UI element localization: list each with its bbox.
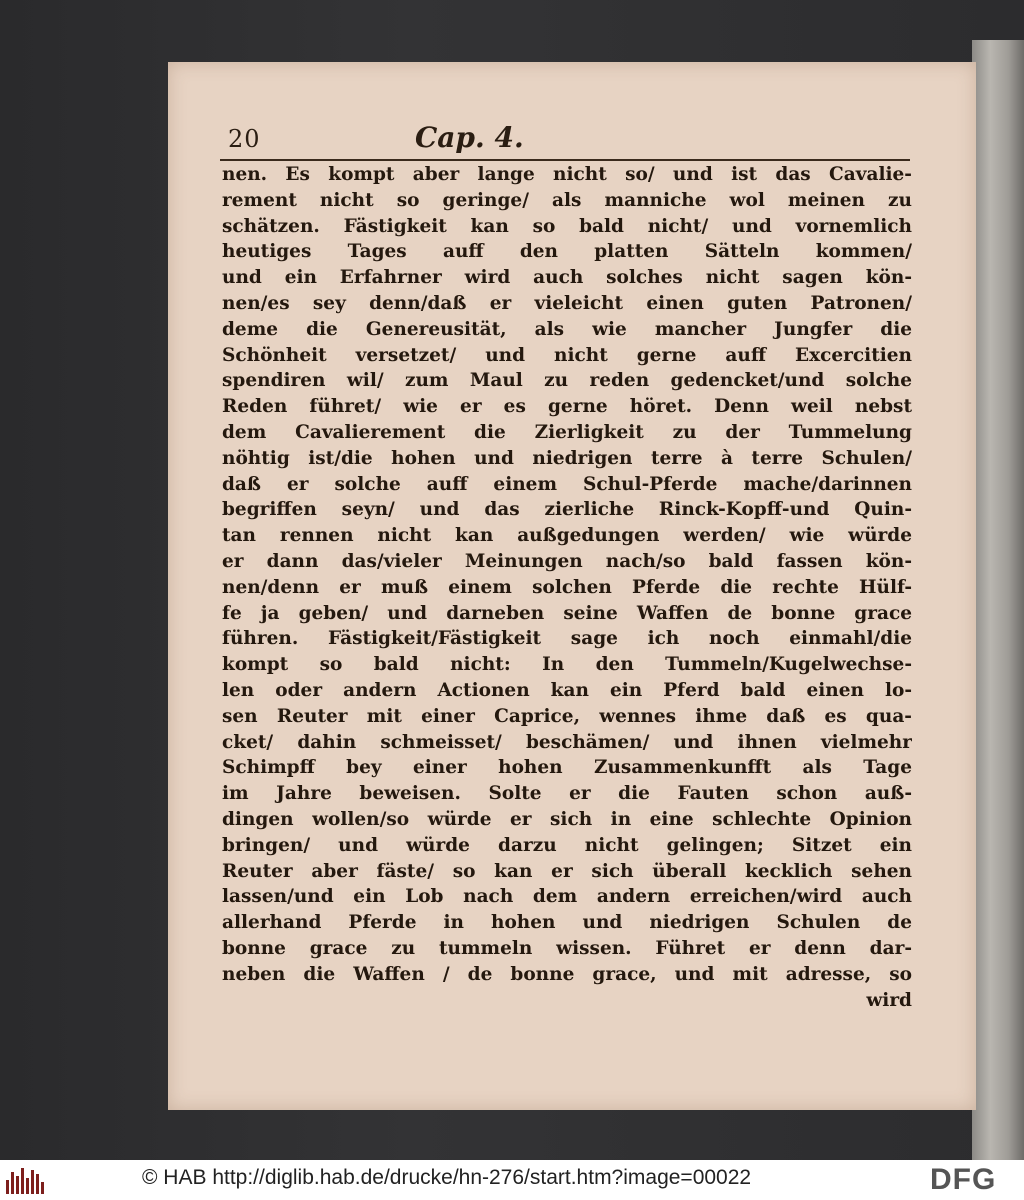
text-line: allerhand Pferde in hohen und niedrigen Schulen de: [222, 912, 912, 934]
text-line: nöhtig ist/die hohen und niedrigen terre à terre Schulen/: [222, 447, 912, 469]
header-rule: [220, 159, 910, 161]
text-line: bringen/ und würde darzu nicht gelingen; Sitzet ein: [222, 834, 912, 856]
text-line: dingen wollen/so würde er sich in eine schlechte Opinion: [222, 808, 912, 830]
text-line: daß er solche auff einem Schul-Pferde mache/darinnen: [222, 473, 912, 495]
text-line: Reden führet/ wie er es gerne höret. Denn weil nebst: [222, 396, 912, 418]
page-header: [220, 121, 910, 165]
text-line: Schönheit versetzet/ und nicht gerne auff Excercitien: [222, 344, 912, 366]
footer-bar: [0, 1160, 1024, 1200]
text-line: schätzen. Fästigkeit kan so bald nicht/ und vornemlich: [222, 215, 912, 237]
text-line: heutiges Tages auff den platten Sätteln kommen/: [222, 241, 912, 263]
text-line: dem Cavalierement die Zierligkeit zu der Tummelung: [222, 421, 912, 443]
text-line: sen Reuter mit einer Caprice, wennes ihme daß es qua-: [222, 705, 912, 727]
text-line: Reuter aber fäste/ so kan er sich überall kecklich sehen: [222, 860, 912, 882]
text-line: spendiren wil/ zum Maul zu reden gedencket/und solche: [222, 370, 912, 392]
page-text: [222, 162, 912, 1013]
text-line: fe ja geben/ und darneben seine Waffen de bonne grace: [222, 602, 912, 624]
text-line: begriffen seyn/ und das zierliche Rinck-Kopff-und Quin-: [222, 499, 912, 521]
text-line: tan rennen nicht kan außgedungen werden/ wie würde: [222, 525, 912, 547]
text-line: lassen/und ein Lob nach dem andern erreichen/wird auch: [222, 886, 912, 908]
text-line: wird: [866, 989, 912, 1011]
page-edge: [972, 40, 1024, 1160]
text-line: neben die Waffen / de bonne grace, und mit adresse, so: [222, 963, 912, 985]
copyright-link[interactable]: © HAB http://diglib.hab.de/drucke/hn-276/start.htm?image=00022: [142, 1166, 752, 1189]
text-line: nen/denn er muß einem solchen Pferde die rechte Hülf-: [222, 576, 912, 598]
text-line: und ein Erfahrner wird auch solches nicht sagen kön-: [222, 267, 912, 289]
text-line: Schimpff bey einer hohen Zusammenkunfft als Tage: [222, 757, 912, 779]
text-line: cket/ dahin schmeisset/ beschämen/ und ihnen vielmehr: [222, 731, 912, 753]
text-line: führen. Fästigkeit/Fästigkeit sage ich noch einmahl/die: [222, 628, 912, 650]
hab-logo-icon: [6, 1166, 46, 1194]
dfg-logo: DFG: [930, 1163, 997, 1196]
text-line: nen. Es kompt aber lange nicht so/ und ist das Cavalie-: [222, 164, 912, 185]
text-line: len oder andern Actionen kan ein Pferd bald einen lo-: [222, 679, 912, 701]
text-line: bonne grace zu tummeln wissen. Führet er denn dar-: [222, 937, 912, 959]
text-line: kompt so bald nicht: In den Tummeln/Kugelwechse-: [222, 654, 912, 676]
text-line: nen/es sey denn/daß er vieleicht einen guten Patronen/: [222, 292, 912, 314]
chapter-title: Cap. 4.: [415, 121, 524, 154]
text-line: deme die Genereusität, als wie mancher Jungfer die: [222, 318, 912, 340]
text-line: im Jahre beweisen. Solte er die Fauten schon auß-: [222, 783, 912, 805]
page-number: 20: [228, 125, 261, 153]
text-line: er dann das/vieler Meinungen nach/so bald fassen kön-: [222, 550, 912, 572]
text-line: rement nicht so geringe/ als manniche wol meinen zu: [222, 189, 912, 211]
